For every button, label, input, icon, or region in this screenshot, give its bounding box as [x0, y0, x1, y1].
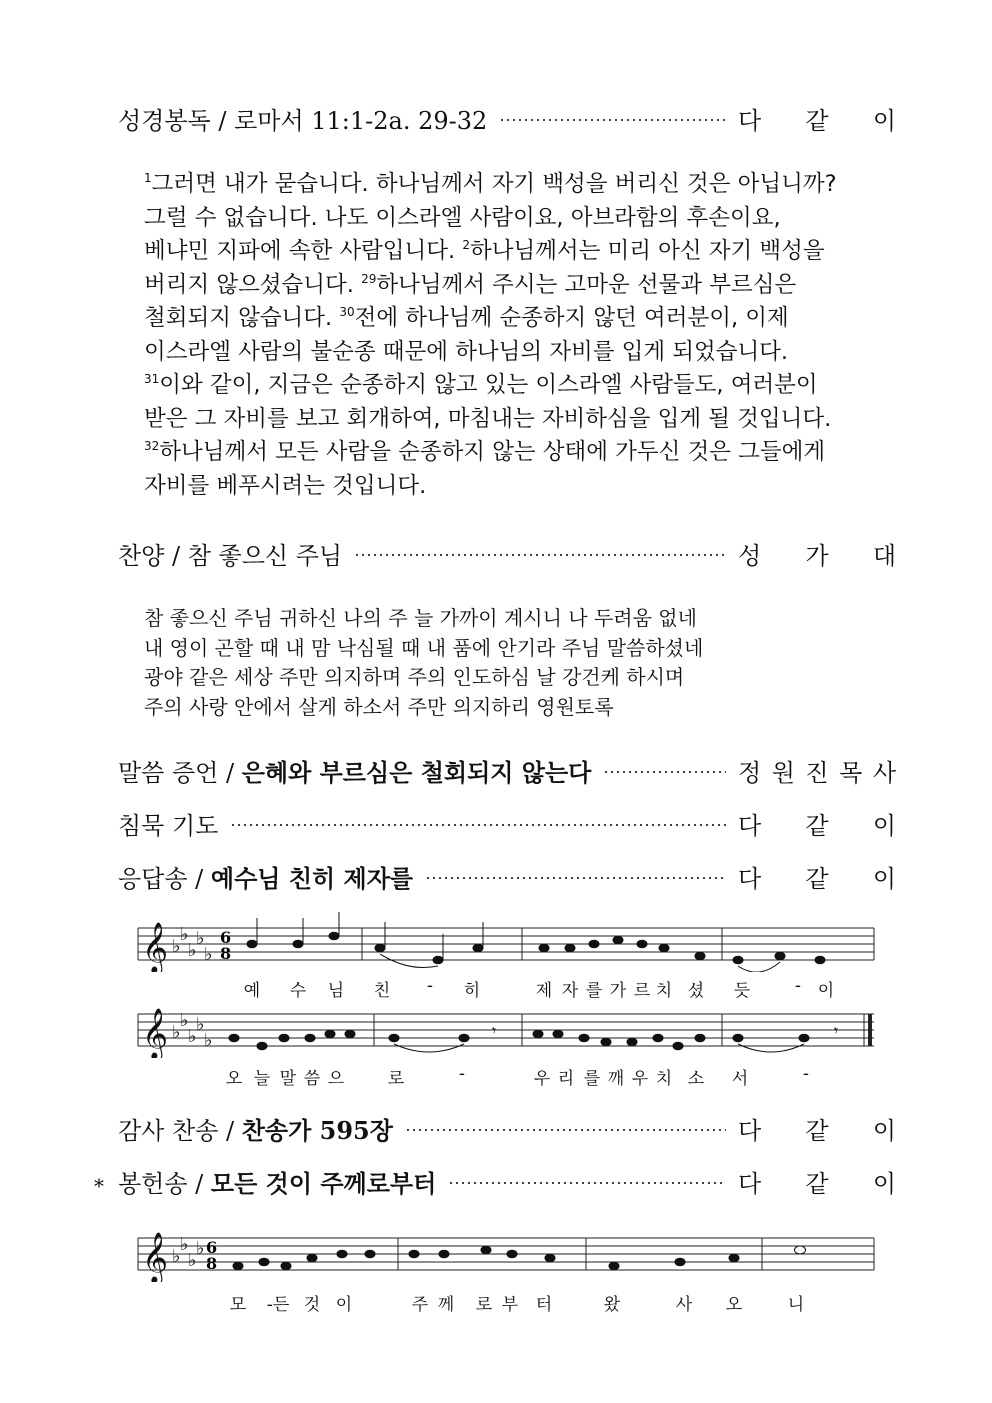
scripture-line: 베냐민 지파에 속한 사람입니다. $^2$하나님께서는 미리 아신 자기 백성을	[144, 238, 825, 264]
svg-text:♭: ♭	[180, 1010, 189, 1031]
scripture-line: 이스라엘 사람의 불순종 때문에 하나님의 자비를 입게 되었습니다.	[144, 338, 789, 365]
leader-dots	[354, 554, 726, 556]
offering-title: 모든 것이 주께로부터	[210, 1168, 437, 1198]
response-title: 예수님 친히 제자를	[210, 863, 414, 893]
leader-dots	[499, 119, 726, 121]
anthem-lyrics	[144, 604, 844, 722]
key-signature-flats	[172, 1234, 205, 1271]
scripture-line: $^1$그러면 내가 묻습니다. 하나님께서 자기 백성을 버리신 것은 아닙니까?	[144, 171, 837, 197]
offering-staff	[134, 1220, 879, 1282]
sermon-label: 말씀 증언 / 은혜와 부르심은 철회되지 않는다	[118, 758, 592, 787]
scripture-line: 철회되지 않습니다. $^{30}$전에 하나님께 순종하지 않던 여러분이, 이제	[144, 305, 789, 331]
reading-label: 성경봉독 / 로마서 11:1-2a. 29-32	[118, 106, 488, 135]
lyric-line: 내 영이 곤할 때 내 맘 낙심될 때 내 품에 안기라 주님 말씀하셨네	[144, 635, 704, 660]
svg-text:♭: ♭	[172, 1246, 181, 1267]
svg-text:♭: ♭	[196, 1014, 205, 1035]
anthem-row	[118, 536, 896, 570]
scripture-line: 버리지 않으셨습니다. $^{29}$하나님께서 주시는 고마운 선물과 부르심은	[144, 271, 797, 298]
reading-who: 다 같 이	[738, 106, 896, 135]
treble-clef-icon: 𝄞	[142, 1232, 169, 1282]
time-sig-top: 6	[220, 928, 232, 947]
anthem-label: 찬양 / 참 좋으신 주님	[118, 541, 343, 570]
svg-text:♭: ♭	[172, 936, 181, 957]
thanks-title: 찬송가 595장	[241, 1115, 393, 1145]
offering-who: 다 같 이	[738, 1169, 896, 1198]
scripture-line: $^{31}$이와 같이, 지금은 순종하지 않고 있는 이스라엘 사람들도, 여러분이	[144, 372, 818, 398]
response-label: 응답송 / 예수님 친히 제자를	[118, 863, 414, 893]
notes	[233, 1246, 806, 1270]
leader-dots	[230, 824, 726, 826]
svg-text:♭: ♭	[204, 944, 213, 965]
leader-dots	[405, 1129, 726, 1131]
svg-text:♭: ♭	[180, 1234, 189, 1255]
key-signature-flats	[172, 1010, 213, 1051]
offering-row	[118, 1164, 896, 1198]
sermon-who: 정 원 진 목 사	[738, 758, 896, 787]
treble-clef-icon: 𝄞	[142, 922, 169, 972]
response-staff-1	[134, 910, 879, 972]
time-sig-bottom: 8	[220, 944, 232, 963]
notes	[247, 912, 825, 964]
scripture-text	[144, 168, 884, 503]
svg-text:♭: ♭	[172, 1022, 181, 1043]
reading-row	[118, 101, 896, 135]
scripture-line: $^{32}$하나님께서 모든 사람을 순종하지 않는 상태에 가두신 것은 그들에게	[144, 439, 826, 465]
response-who: 다 같 이	[738, 864, 896, 893]
thanks-who: 다 같 이	[738, 1116, 896, 1145]
svg-text:♭: ♭	[196, 1238, 205, 1259]
svg-text:♭: ♭	[188, 940, 197, 961]
lyric-line: 참 좋으신 주님 귀하신 나의 주 늘 가까이 계시니 나 두려움 없네	[144, 606, 697, 630]
svg-text:♭: ♭	[204, 1030, 213, 1051]
prayer-row	[118, 806, 896, 840]
rest-icon: 𝄾	[492, 1021, 497, 1040]
sermon-title: 은혜와 부르심은 철회되지 않는다	[241, 758, 592, 787]
lyric-line: 광야 같은 세상 주만 의지하며 주의 인도하심 날 강건케 하시며	[144, 665, 685, 689]
rest-icon: 𝄾	[834, 1021, 839, 1040]
leader-dots	[425, 877, 726, 879]
leader-dots	[603, 771, 726, 773]
scripture-line: 그럴 수 없습니다. 나도 이스라엘 사람이요, 아브라함의 후손이요,	[144, 204, 781, 231]
anthem-who: 성 가 대	[738, 541, 896, 570]
prayer-label: 침묵 기도	[118, 811, 219, 840]
key-signature-flats	[172, 924, 213, 965]
scripture-line: 자비를 베푸시려는 것입니다.	[144, 472, 427, 499]
lyric-line: 주의 사랑 안에서 살게 하소서 주만 의지하리 영원토록	[144, 694, 614, 719]
time-sig-top: 6	[206, 1238, 218, 1257]
standing-mark: *	[94, 1174, 104, 1198]
offering-label: 봉헌송 / 모든 것이 주께로부터	[118, 1168, 437, 1198]
svg-text:♭: ♭	[196, 928, 205, 949]
prayer-who: 다 같 이	[738, 811, 896, 840]
response-staff-2	[134, 996, 879, 1058]
leader-dots	[448, 1182, 726, 1184]
treble-clef-icon: 𝄞	[142, 1008, 169, 1058]
thanks-row	[118, 1111, 896, 1145]
time-sig-bottom: 8	[206, 1254, 218, 1273]
svg-text:♭: ♭	[188, 1026, 197, 1047]
svg-text:♭: ♭	[188, 1250, 197, 1271]
response-row	[118, 859, 896, 893]
svg-text:♭: ♭	[180, 924, 189, 945]
thanks-label: 감사 찬송 / 찬송가 595장	[118, 1115, 393, 1145]
sermon-row	[118, 753, 896, 787]
scripture-line: 받은 그 자비를 보고 회개하여, 마침내는 자비하심을 입게 될 것입니다.	[144, 405, 832, 432]
